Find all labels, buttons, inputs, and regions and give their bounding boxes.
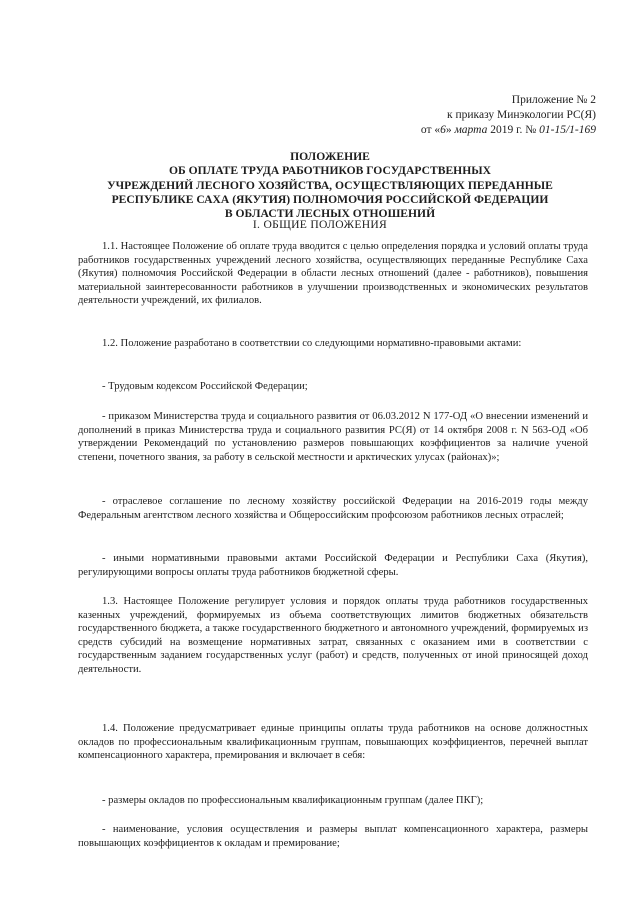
paragraph-text: 1.4. Положение предусматривает единые принципы оплаты труда работников на основе должностных окладов по профессиональным квалификационным группам, повышающих коэффициентов, перечней выплат компенсационного характера, премирования и включает в себя:: [78, 723, 588, 762]
title-line-2: ОБ ОПЛАТЕ ТРУДА РАБОТНИКОВ ГОСУДАРСТВЕННЫХ: [169, 164, 491, 178]
paragraph-text: - наименование, условия осуществления и размеры выплат компенсационного характера, размеры повышающих коэффициентов к окладам и премирование;: [78, 824, 588, 849]
appendix-line-2: к приказу Минэкологии РС(Я): [447, 109, 596, 121]
appendix-date-month: марта: [454, 124, 488, 136]
appendix-order-number: 01-15/1-169: [539, 124, 596, 136]
paragraph-list-item-4: [78, 552, 588, 579]
paragraph-list-item-5: [78, 794, 588, 808]
title-line-3: УЧРЕЖДЕНИЙ ЛЕСНОГО ХОЗЯЙСТВА, ОСУЩЕСТВЛЯЮЩИХ ПЕРЕДАННЫЕ: [107, 178, 553, 192]
paragraph-1-4: [78, 722, 588, 763]
appendix-header: [421, 93, 596, 138]
appendix-date-day: 6: [440, 124, 446, 136]
paragraph-1-2: [78, 337, 588, 351]
title-line-4: РЕСПУБЛИКЕ САХА (ЯКУТИЯ) ПОЛНОМОЧИЯ РОССИЙСКОЙ ФЕДЕРАЦИИ: [111, 192, 549, 206]
paragraph-list-item-2: [78, 410, 588, 464]
title-line-5: В ОБЛАСТИ ЛЕСНЫХ ОТНОШЕНИЙ: [224, 207, 436, 221]
appendix-date-year: 2019 г. №: [487, 124, 540, 136]
paragraph-text: - приказом Министерства труда и социального развития от 06.03.2012 N 177-ОД «О внесении изменений и дополнений в приказ Министерства труда и социального развития РС(Я) от 14 октября 2008 г. N 563-ОД «Об утверждении Рекомендаций по установлению размеров повышающих коэффициентов за наличие ученой степени, почетного звания, за работу в сельской местности и арктических улусах (районах)»;: [78, 411, 588, 463]
paragraph-list-item-6: [78, 823, 588, 850]
paragraph-text: 1.3. Настоящее Положение регулирует условия и порядок оплаты труда работников государственных казенных учреждений, формируемых из объема соответствующих лимитов бюджетных обязательств государственного бюджета, а также государственного бюджетного и автономного учреждений, формируемых из средств субсидий на возмещение нормативных затрат, связанных с оказанием ими в соответствии с государственным заданием государственных услуг (работ) и средств, полученных от иной приносящей доход деятельности.: [78, 596, 588, 675]
appendix-date-sep: »: [445, 124, 455, 136]
paragraph-text: - Трудовым кодексом Российской Федерации;: [102, 381, 308, 392]
paragraph-text: - отраслевое соглашение по лесному хозяйству российской Федерации на 2016-2019 годы между Федеральным агентством лесного хозяйства и Общероссийским профсоюзом работников лесных отраслей;: [78, 496, 588, 521]
paragraph-text: 1.1. Настоящее Положение об оплате труда вводится с целью определения порядка и условий оплаты труда работников государственных учреждений лесного хозяйства, осуществляющих переданные Республике Саха (Якутия) полномочия Российской Федерации в области лесных отношений (далее - работников), повышения материальной заинтересованности работников в улучшении производственных и экономических результатов деятельности учреждений, их филиалов.: [78, 241, 588, 307]
paragraph-list-item-3: [78, 495, 588, 522]
paragraph-1-1: [78, 240, 588, 308]
title-line-1: ПОЛОЖЕНИЕ: [290, 150, 370, 163]
appendix-line-3: [421, 123, 596, 138]
paragraph-text: - иными нормативными правовыми актами Российской Федерации и Республики Саха (Якутия), регулирующими вопросы оплаты труда работников бюджетной сферы.: [78, 553, 588, 578]
appendix-line-1: Приложение № 2: [511, 94, 596, 106]
paragraph-text: - размеры окладов по профессиональным квалификационным группам (далее ПКГ);: [102, 795, 484, 806]
paragraph-list-item-1: [78, 380, 588, 394]
appendix-date-prefix: от «: [420, 124, 441, 136]
section-title: I. ОБЩИЕ ПОЛОЖЕНИЯ: [252, 218, 388, 231]
document-title: [75, 150, 585, 221]
paragraph-text: 1.2. Положение разработано в соответствии со следующими нормативно-правовыми актами:: [102, 338, 522, 349]
paragraph-1-3: [78, 595, 588, 677]
